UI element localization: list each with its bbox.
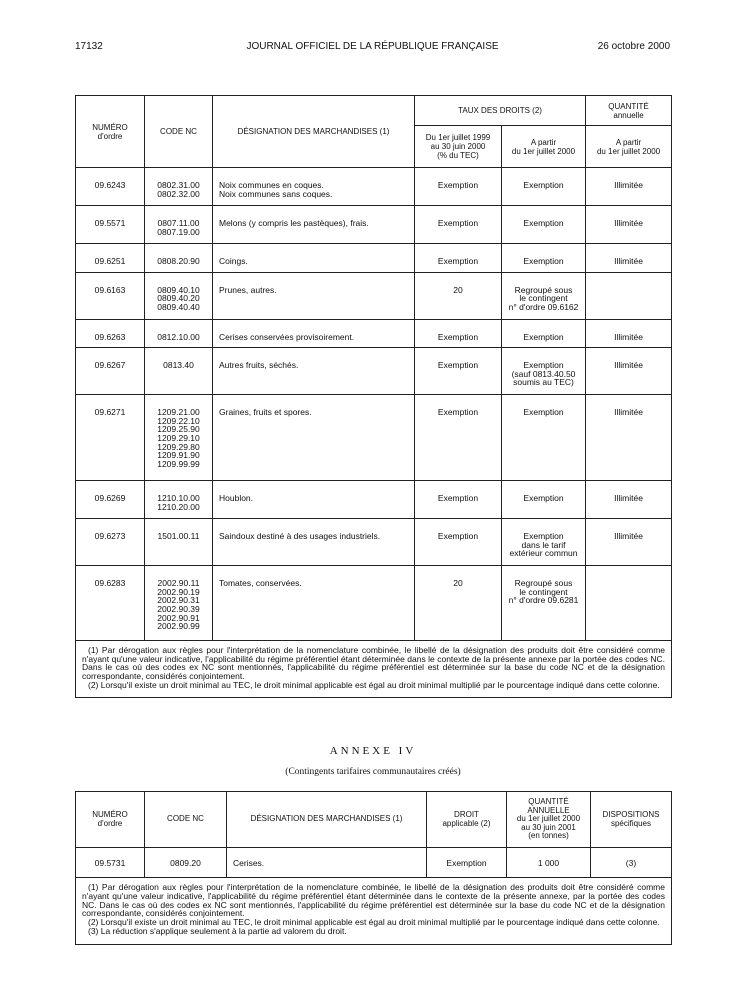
cell-taux-1999: Exemption [415,395,502,481]
cell-code-nc: 1210.10.00 1210.20.00 [145,481,213,519]
cell-code-nc: 0812.10.00 [145,319,213,348]
cell-designation: Tomates, conservées. [213,566,415,641]
cell-quantite: Illimitée [586,244,672,273]
tariff-table-1 [75,95,672,698]
cell-numero: 09.5571 [76,206,145,244]
header-taux-1999: Du 1er juillet 1999 au 30 juin 2000 (% du TEC) [415,126,502,168]
header-code-nc: CODE NC [145,792,227,848]
cell-numero: 09.6267 [76,348,145,395]
table-row [76,348,672,395]
annex-title: ANNEXE IV [329,745,417,757]
cell-quantite [586,566,672,641]
cell-numero: 09.6271 [76,395,145,481]
cell-taux-2000: Exemption (sauf 0813.40.50 soumis au TEC) [502,348,586,395]
cell-designation: Coings. [213,244,415,273]
cell-quantite: Illimitée [586,319,672,348]
footnote: (2) Lorsqu'il existe un droit minimal au TEC, le droit minimal applicable est égal au droit minimal multiplié par le pourcentage indiqué dans cette colonne. [88,917,660,928]
cell-taux-2000: Exemption [502,206,586,244]
page-header [75,41,670,55]
footnote: (1) Par dérogation aux règles pour l'interprétation de la nomenclature combinée, le libellé de la désignation des produits doit être considéré comme n'ayant qu'une valeur indicative, l'applicabilité du régime préférentiel étant déterminée dans le contexte de la présente annexe, par la portée des codes NC. Dans le cas où des codes ex NC sont mentionnés, l'applicabilité du régime préférentiel est déterminée sur la base du code NC et de la désignation correspondante, considérés conjointement. [82,882,665,919]
header-code-nc: CODE NC [145,96,213,168]
cell-quantite: Illimitée [586,168,672,206]
header-numero: NUMÉRO d'ordre [76,792,145,848]
cell-taux-1999: Exemption [415,168,502,206]
header-numero: NUMÉRO d'ordre [76,96,145,168]
cell-taux-2000: Exemption [502,244,586,273]
cell-taux-2000: Exemption [502,395,586,481]
tariff-table-2 [75,791,672,945]
cell-quantite: 1 000 [507,848,591,878]
annex-subtitle: (Contingents tarifaires communautaires créés) [285,767,461,777]
header-dispositions: DISPOSITIONS spécifiques [591,792,672,848]
cell-quantite: Illimitée [586,519,672,566]
cell-taux-1999: 20 [415,566,502,641]
cell-taux-1999: Exemption [415,481,502,519]
table-row [76,272,672,319]
journal-title: JOURNAL OFFICIEL DE LA RÉPUBLIQUE FRANÇAISE [246,41,499,52]
cell-taux-1999: Exemption [415,244,502,273]
cell-designation: Houblon. [213,481,415,519]
cell-quantite: Illimitée [586,348,672,395]
cell-taux-2000: Exemption [502,481,586,519]
cell-taux-1999: 20 [415,272,502,319]
cell-taux-2000: Exemption [502,168,586,206]
cell-numero: 09.6273 [76,519,145,566]
cell-numero: 09.6163 [76,272,145,319]
cell-designation: Autres fruits, séchés. [213,348,415,395]
header-droit: DROIT applicable (2) [427,792,507,848]
cell-code-nc: 0813.40 [145,348,213,395]
table-row [76,481,672,519]
table-row [76,244,672,273]
cell-droit: Exemption [427,848,507,878]
page-number: 17132 [75,41,103,52]
header-quantite: QUANTITÉ annuelle [586,96,672,126]
table-row [76,319,672,348]
cell-designation: Cerises conservées provisoirement. [213,319,415,348]
header-designation: DÉSIGNATION DES MARCHANDISES (1) [213,96,415,168]
header-quantite: QUANTITÉ ANNUELLE du 1er juillet 2000 au 30 juin 2001 (en tonnes) [507,792,591,848]
cell-designation: Graines, fruits et spores. [213,395,415,481]
cell-dispositions: (3) [591,848,672,878]
cell-numero: 09.6251 [76,244,145,273]
header-taux-2000: A partir du 1er juillet 2000 [502,126,586,168]
cell-designation: Prunes, autres. [213,272,415,319]
cell-quantite [586,272,672,319]
cell-taux-2000: Exemption [502,319,586,348]
table2-footnotes [76,878,672,945]
cell-designation: Melons (y compris les pastèques), frais. [213,206,415,244]
cell-code-nc: 0808.20.90 [145,244,213,273]
table1-footnotes [76,641,672,698]
cell-designation: Noix communes en coques. Noix communes sans coques. [213,168,415,206]
cell-designation: Saindoux destiné à des usages industriels. [213,519,415,566]
cell-code-nc: 0802.31.00 0802.32.00 [145,168,213,206]
cell-taux-1999: Exemption [415,206,502,244]
footnote: (1) Par dérogation aux règles pour l'interprétation de la nomenclature combinée, le libellé de la désignation des produits doit être considéré comme n'ayant qu'une valeur indicative, l'applicabilité du régime préférentiel étant déterminée dans le contexte de la présente annexe par la portée des codes NC. Dans le cas où des codes ex NC sont mentionnés, l'applicabilité du régime préférentiel est déterminée sur la base du code NC et de la désignation correspondante, considérés conjointement. [82,645,666,681]
table-row [76,395,672,481]
cell-taux-1999: Exemption [415,519,502,566]
table-row [76,848,672,878]
cell-code-nc: 0809.40.10 0809.40.20 0809.40.40 [145,272,213,319]
cell-taux-2000: Regroupé sous le contingent n° d'ordre 09.6162 [502,272,586,319]
footnote: (3) La réduction s'applique seulement à la partie ad valorem du droit. [88,925,347,936]
cell-taux-2000: Regroupé sous le contingent n° d'ordre 09.6281 [502,566,586,641]
cell-quantite: Illimitée [586,481,672,519]
table-row [76,168,672,206]
cell-code-nc: 1209.21.00 1209.22.10 1209.25.90 1209.29.10 1209.29.80 1209.91.90 1209.99.99 [145,395,213,481]
cell-code-nc: 1501.00.11 [145,519,213,566]
cell-quantite: Illimitée [586,395,672,481]
cell-numero: 09.6283 [76,566,145,641]
cell-code-nc: 2002.90.11 2002.90.19 2002.90.31 2002.90.39 2002.90.91 2002.90.99 [145,566,213,641]
cell-taux-1999: Exemption [415,319,502,348]
cell-taux-1999: Exemption [415,348,502,395]
footnote: (2) Lorsqu'il existe un droit minimal au TEC, le droit minimal applicable est égal au droit minimal multiplié par le pourcentage indiqué dans cette colonne. [88,679,660,690]
cell-designation: Cerises. [227,848,427,878]
publication-date: 26 octobre 2000 [597,41,670,52]
header-designation: DÉSIGNATION DES MARCHANDISES (1) [227,792,427,848]
header-taux: TAUX DES DROITS (2) [415,96,586,126]
cell-code: 0809.20 [145,848,227,878]
cell-numero: 09.6269 [76,481,145,519]
table-row [76,519,672,566]
cell-code-nc: 0807.11.00 0807.19.00 [145,206,213,244]
cell-numero: 09.5731 [76,848,145,878]
cell-quantite: Illimitée [586,206,672,244]
cell-numero: 09.6243 [76,168,145,206]
table-row [76,566,672,641]
cell-numero: 09.6263 [76,319,145,348]
header-quantite-2000: A partir du 1er juillet 2000 [586,126,672,168]
table-row [76,206,672,244]
cell-taux-2000: Exemption dans le tarif extérieur commun [502,519,586,566]
